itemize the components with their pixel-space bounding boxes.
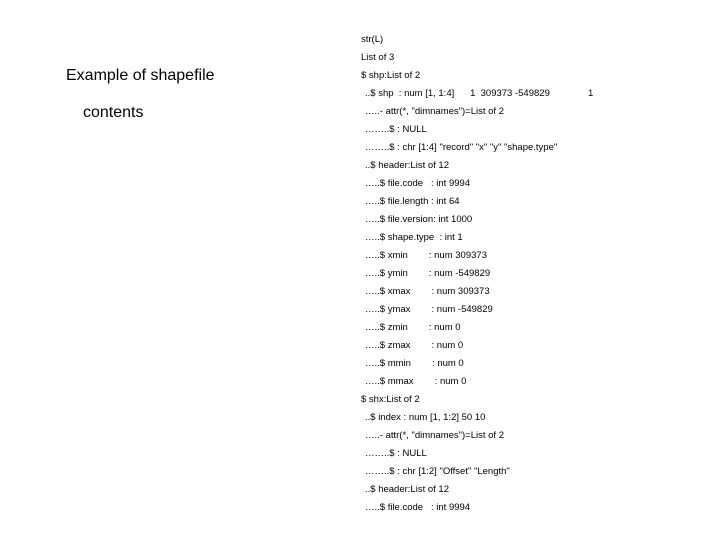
output-line: …..$ shape.type : int 1: [365, 232, 463, 243]
output-line: …..$ xmax : num 309373: [365, 286, 490, 297]
output-line: …..- attr(*, "dimnames")=List of 2: [365, 430, 504, 441]
output-line: …..$ zmin : num 0: [365, 322, 461, 333]
output-line: …..$ xmin : num 309373: [365, 250, 487, 261]
output-line: …..$ file.length : int 64: [365, 196, 460, 207]
output-line: $ shp:List of 2: [361, 70, 421, 81]
output-line: ……..$ : NULL: [365, 448, 427, 459]
output-line: …..$ file.code : int 9994: [365, 178, 471, 189]
output-line: ..$ index : num [1, 1:2] 50 10: [365, 412, 486, 423]
output-line: ……..$ : chr [1:2] "Offset" "Length": [365, 466, 510, 477]
output-line: ..$ shp : num [1, 1:4] 1 309373 -549829: [365, 88, 550, 99]
output-line: …..$ mmax : num 0: [365, 376, 467, 387]
output-line: …..$ zmax : num 0: [365, 340, 464, 351]
title-line-1: Example of shapefile: [66, 67, 215, 84]
output-line: …..$ file.code : int 9994: [365, 502, 471, 513]
output-line: ……..$ : chr [1:4] "record" "x" "y" "shape.type": [365, 142, 558, 153]
output-line: …..$ ymax : num -549829: [365, 304, 493, 315]
output-line: ..$ header:List of 12: [365, 160, 449, 171]
output-line: …..$ ymin : num -549829: [365, 268, 491, 279]
side-number: 1: [588, 88, 594, 99]
output-line: List of 3: [361, 52, 395, 63]
title-line-2: contents: [83, 104, 144, 121]
output-line: $ shx:List of 2: [361, 394, 420, 405]
output-line: ..$ header:List of 12: [365, 484, 449, 495]
output-line: …..$ file.version: int 1000: [365, 214, 473, 225]
output-line: ……..$ : NULL: [365, 124, 427, 135]
output-line: …..- attr(*, "dimnames")=List of 2: [365, 106, 504, 117]
output-line: str(L): [361, 34, 384, 45]
output-line: …..$ mmin : num 0: [365, 358, 464, 369]
